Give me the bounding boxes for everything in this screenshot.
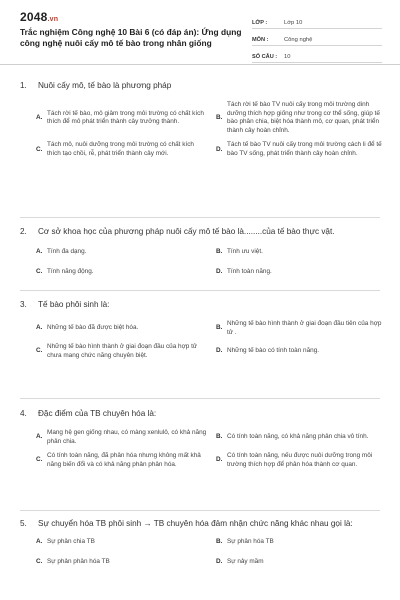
option-text: Tách rời tế bào, mô giâm trong môi trường có chất kích thích để mô phát triển thành cây trưởng thành. [47, 109, 204, 126]
meta-value: 10 [284, 54, 291, 60]
option-d[interactable] [216, 268, 388, 277]
option-b[interactable] [216, 538, 388, 547]
option-letter: B. [216, 324, 223, 332]
option-text: Tách mô, nuôi dưỡng trong môi trường có chất kích thích tạo chồi, rễ, phát triển thành cây mới. [47, 141, 194, 157]
option-text: Tách tế bào TV nuôi cấy trong môi trường cách li để tế bào TV sống, phát triển thành cây hoàn chỉnh. [227, 141, 382, 157]
meta-row-class [252, 12, 382, 29]
option-d[interactable] [216, 141, 388, 158]
page-header [0, 0, 400, 65]
option-c[interactable] [36, 141, 208, 158]
option-text: Những tế bào hình thành ở giai đoạn đầu của hợp tử chưa mang chức năng chuyên biệt. [47, 343, 198, 359]
option-text: Tính toàn năng. [227, 267, 272, 275]
option-text: Những tế bào hình thành ở giai đoạn đầu tiên của hợp tử . [227, 320, 382, 336]
question-body: Cơ sở khoa học của phương pháp nuôi cấy mô tế bào là........của tế bào thực vật. [38, 227, 335, 236]
option-c[interactable] [36, 452, 208, 469]
option-letter: A. [36, 113, 43, 121]
option-letter: D. [216, 267, 223, 275]
question-1 [0, 80, 400, 159]
option-letter: C. [36, 557, 43, 565]
option-letter: B. [216, 538, 223, 545]
question-number: 3. [20, 300, 27, 309]
option-a[interactable] [36, 429, 208, 446]
question-divider [20, 510, 380, 511]
question-number: 4. [20, 409, 27, 418]
option-text: Tính ưu việt. [227, 248, 263, 255]
question-number: 5. [20, 519, 27, 528]
question-text [0, 226, 400, 237]
meta-key: LỚP : [252, 20, 268, 26]
option-letter: C. [36, 145, 43, 153]
option-text: Tính năng động. [47, 267, 94, 275]
option-text: Sự phân chia TB [47, 538, 95, 545]
question-3 [0, 299, 400, 360]
option-text: Tách rời tế bào TV nuôi cấy trong môi trường dinh dưỡng thích hợp giống như trong cơ thể sống, giúp tế bào phân chia, biệt hóa thành mô, cơ quan, phát triển thành cây hoàn chỉnh. [227, 101, 380, 134]
option-letter: B. [216, 113, 223, 121]
option-b[interactable] [216, 101, 388, 135]
question-text [0, 80, 400, 91]
option-a[interactable] [36, 538, 208, 547]
option-letter: D. [216, 557, 223, 565]
meta-value: Công nghệ [284, 37, 313, 43]
option-a[interactable] [36, 320, 208, 337]
option-text: Sự phản phân hóa TB [47, 557, 110, 565]
option-text: Sự phân hóa TB [227, 538, 274, 545]
meta-key: SỐ CÂU : [252, 54, 278, 60]
question-body: Sự chuyển hóa TB phôi sinh → TB chuyên hóa đảm nhận chức năng khác nhau gọi là: [38, 519, 353, 528]
question-5 [0, 518, 400, 566]
option-grid [0, 538, 400, 566]
question-body: Nuôi cấy mô, tế bào là phương pháp [38, 81, 172, 90]
question-number: 1. [20, 81, 27, 90]
question-4 [0, 408, 400, 469]
option-a[interactable] [36, 248, 208, 257]
option-text: Những tế bào đã được biệt hóa. [47, 324, 139, 332]
option-letter: A. [36, 433, 43, 441]
meta-row-subject [252, 29, 382, 46]
option-text: Tính đa dạng. [47, 248, 87, 255]
site-logo[interactable] [20, 10, 58, 24]
question-number: 2. [20, 227, 27, 236]
option-b[interactable] [216, 248, 388, 257]
option-b[interactable] [216, 320, 388, 337]
option-letter: D. [216, 347, 223, 355]
option-text: Có tính toàn năng, có khả năng phân chia vô tính. [227, 433, 369, 441]
option-letter: D. [216, 456, 223, 464]
logo-sub: .vn [47, 16, 59, 23]
option-c[interactable] [36, 268, 208, 277]
question-body: Tế bào phôi sinh là: [38, 300, 110, 309]
meta-table [252, 12, 382, 63]
question-divider [20, 398, 380, 399]
option-b[interactable] [216, 429, 388, 446]
question-divider [20, 290, 380, 291]
meta-key: MÔN : [252, 37, 269, 43]
option-grid [0, 429, 400, 469]
option-letter: A. [36, 538, 43, 545]
option-letter: A. [36, 324, 43, 332]
option-text: Sự nảy mầm [227, 557, 264, 565]
option-letter: B. [216, 248, 223, 255]
question-text [0, 408, 400, 419]
option-grid [0, 248, 400, 276]
option-grid [0, 320, 400, 360]
question-text [0, 518, 400, 529]
option-grid [0, 101, 400, 159]
option-letter: A. [36, 248, 43, 255]
meta-value: Lớp 10 [284, 20, 303, 26]
option-text: Mang hệ gen giống nhau, có màng xenlulô, có khả năng phân chia. [47, 429, 207, 445]
option-text: Có tính toàn năng, nếu được nuôi dưỡng trong môi trường thích hợp để phân hóa thành cơ quan. [227, 452, 373, 468]
option-c[interactable] [36, 558, 208, 567]
question-text [0, 299, 400, 310]
option-letter: C. [36, 267, 43, 275]
option-text: Những tế bào có tính toàn năng. [227, 347, 320, 355]
option-letter: C. [36, 347, 43, 355]
document-title: Trắc nghiệm Công nghệ 10 Bài 6 (có đáp án): Ứng dụng công nghệ nuôi cấy mô tế bào trong nhân giống [20, 27, 242, 48]
option-letter: C. [36, 456, 43, 464]
option-a[interactable] [36, 101, 208, 135]
question-body: Đặc điểm của TB chuyên hóa là: [38, 409, 157, 418]
question-2 [0, 226, 400, 276]
question-divider [20, 217, 380, 218]
option-letter: B. [216, 433, 223, 441]
logo-main: 2048 [20, 10, 48, 24]
meta-row-count [252, 46, 382, 63]
option-d[interactable] [216, 558, 388, 567]
option-text: Có tính toàn năng, đã phân hóa nhưng không mất khả năng biến đổi và có khả năng phản phân hóa. [47, 452, 201, 468]
option-letter: D. [216, 145, 223, 153]
option-d[interactable] [216, 452, 388, 469]
option-d[interactable] [216, 343, 388, 360]
option-c[interactable] [36, 343, 208, 360]
